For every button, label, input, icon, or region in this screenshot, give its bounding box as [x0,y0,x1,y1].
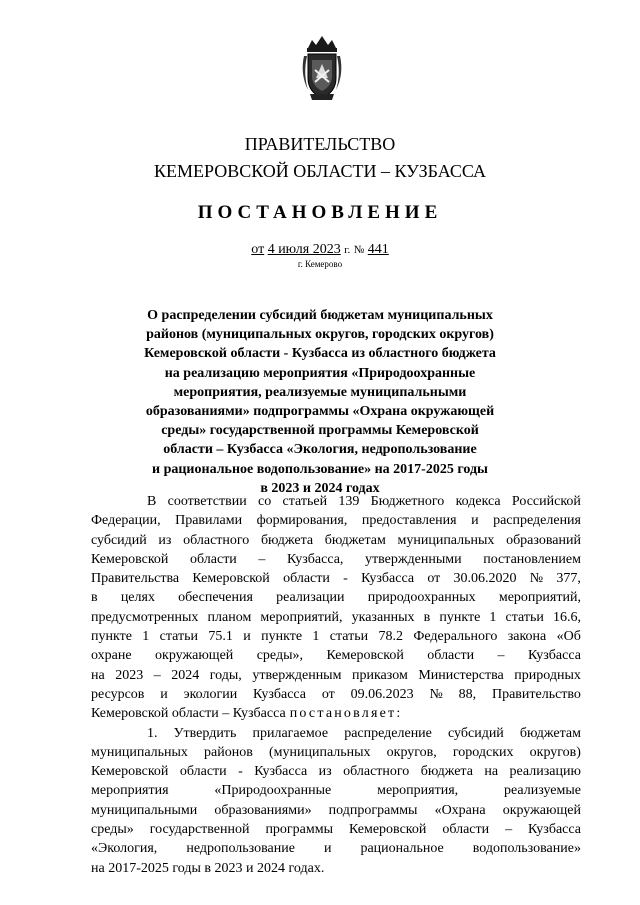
word: Кузбасса [361,571,415,587]
word: Кемеровской [348,822,427,838]
word: в [423,609,431,625]
paragraph-line [91,666,581,685]
word: 16.6, [552,609,581,625]
word: обеспечения [178,590,253,606]
word: 78.2 [378,629,403,645]
word: пункте [91,629,132,645]
word: от [427,571,441,587]
title-line: О распределении субсидий бюджетам муниципальных [147,308,493,323]
word: бюджета [420,764,473,780]
word: № [429,686,443,702]
word: водопользование» [472,841,581,857]
word: статьи [329,629,369,645]
word: окружающей [502,802,581,818]
word: 1 [489,609,497,625]
paragraph-line [91,646,581,665]
title-line: и рациональное водопользование» на 2017-2025 годы [152,461,488,477]
place-of-issue: г. Кемерово [297,259,343,269]
title-line: в 2023 и 2024 годах [260,480,380,496]
word: области [179,764,227,780]
word: реализации [276,590,345,606]
year-suffix: г. [344,244,351,256]
paragraph-line [91,531,581,550]
word: Кемеровской [91,764,169,780]
word: № [529,571,544,587]
word: Бюджетного [370,494,445,509]
word: в [91,590,98,606]
word: пункте [261,629,303,645]
word: В [147,494,157,509]
title-line: на реализацию мероприятия «Природоохранные [164,365,476,381]
word: окружающей [155,648,234,664]
word: округов) [529,744,581,760]
word: Кузбасса [528,822,581,838]
word: - [343,571,348,587]
word: Российской [511,494,581,509]
word: утвержденным [252,667,342,683]
word: Кемеровской [192,571,270,587]
word: статьи [505,609,544,625]
word: годы, [209,667,242,683]
word: реализацию [509,764,581,780]
word: Кузбасса [254,764,308,780]
paragraph-line [91,859,581,878]
word: рациональное [360,841,444,857]
word: области [442,822,490,838]
word: экологии [183,686,238,702]
word: от [321,686,335,702]
word: статьей [282,494,328,509]
word: области [190,551,237,567]
title-line: мероприятия, реализуемые муниципальными [173,384,467,400]
word: мероприятий, [260,609,343,625]
word: и [323,841,332,857]
word: указанных [351,609,415,625]
document-type-title: ПОСТАНОВЛЕНИЕ [197,202,443,223]
word: - [238,764,243,780]
word: кодекса [455,494,501,509]
paragraph-line [91,511,581,530]
word: муниципальных [91,744,188,760]
title-line: образованиями» подпрограммы «Охрана окружающей [145,404,495,420]
word: областного [343,764,410,780]
word: 139 [338,494,360,509]
paragraph-line [91,743,581,762]
word: городских [452,744,514,760]
title-line: Кемеровской области - Кузбасса из областного бюджета [144,346,496,362]
word: Кемеровской [91,551,169,567]
word: Кузбасса [527,648,581,664]
word: среды», [256,648,303,664]
word: «Природоохранные [214,783,332,799]
word: приказом [351,667,408,683]
word: закона [507,629,547,645]
word: – [505,822,513,838]
word: со [258,494,272,509]
word: 88, [458,686,477,702]
date-number-line [0,241,640,259]
paragraph-line [91,801,581,820]
word: соответствии [167,494,247,509]
word: Правительство [491,686,581,702]
date-prefix: от [251,242,265,257]
word: Министерства [418,667,504,683]
word: недропользование [186,841,295,857]
word: 75.1 [208,629,233,645]
word: среды» [91,822,134,838]
word: области [427,648,475,664]
paragraph-line [91,608,581,627]
word: 30.06.2020 [453,571,517,587]
word: мероприятий, [498,590,581,606]
paragraph-line [91,685,581,704]
word: округов, [386,744,437,760]
word: субсидий [91,532,147,548]
word: Правительства [91,571,180,587]
word: областного [183,532,250,548]
word: муниципальных [397,532,495,548]
word: «Экология, [91,841,158,857]
word: подпрограммы [328,802,418,818]
word: области [283,571,330,587]
word: Утвердить [173,725,237,741]
paragraph-line [91,820,581,839]
word: постановлением [483,551,581,567]
word: Кемеровской [326,648,404,664]
word: утвержденными [365,551,462,567]
paragraph-line [91,704,581,723]
word: и [160,686,168,702]
word: статьи [159,629,199,645]
paragraph-line [91,588,581,607]
paragraph-line [91,839,581,858]
paragraph-line [91,492,581,511]
paragraph-line [91,762,581,781]
word: – [153,667,161,683]
word: формирования, [256,513,348,529]
word: прилагаемое [252,725,329,741]
word: реализуемые [504,783,581,799]
decree-title [130,306,510,498]
word: муниципальными [91,802,198,818]
decree-body [91,492,581,878]
word: 2024 [171,667,200,683]
paragraph-line [91,550,581,569]
word: из [158,532,172,548]
word: государственной [149,822,250,838]
word: из [318,764,332,780]
word: программы [265,822,334,838]
word: 1. [147,725,158,741]
word: образований [506,532,581,548]
word: планом [207,609,252,625]
word: Кузбасса [253,686,307,702]
word: субсидий [448,725,504,741]
paragraph-preamble [91,492,581,704]
paragraph-line [91,781,581,800]
government-name-line2: КЕМЕРОВСКОЙ ОБЛАСТИ – КУЗБАССА [154,161,486,181]
word: распределения [493,513,581,529]
word: на [91,667,105,683]
coat-of-arms-icon [298,34,346,102]
word: бюджета [260,532,314,548]
line-prefix: Кемеровской области – Кузбасса [91,706,286,722]
word: – [258,551,266,567]
word: бюджетам [519,725,581,741]
word: 09.06.2023 [350,686,414,702]
line-text: на 2017-2025 годы в 2023 и 2024 годах. [91,860,325,876]
word: Кузбасса, [286,551,344,567]
word: распределение [344,725,432,741]
word: 1 [142,629,150,645]
word: целях [120,590,155,606]
title-line: среды» государственной программы Кемеровской [161,423,479,439]
word: 377, [556,571,581,587]
word: Федерации, [91,513,161,529]
word: 2023 [115,667,144,683]
word: образованиями» [214,802,312,818]
word: мероприятия [91,783,169,799]
word: предусмотренных [91,609,199,625]
document-date: 4 июля 2023 [267,242,341,257]
word: 1 [312,629,320,645]
title-line: районов (муниципальных округов, городских округов) [146,327,494,343]
word: мероприятия, [377,783,459,799]
word: Федерального [413,629,498,645]
word: пункте [439,609,481,625]
paragraph-item-1 [91,724,581,859]
word: районов [204,744,253,760]
document-number: 441 [367,242,389,257]
word: бюджетам [324,532,386,548]
word: и [471,513,479,529]
government-name-line1: ПРАВИТЕЛЬСТВО [244,134,396,154]
word: – [497,648,505,664]
paragraph-line [91,569,581,588]
word: «Об [556,629,581,645]
word: природных [514,667,581,683]
word: природоохранных [367,590,476,606]
paragraph-line [91,724,581,743]
word: «Охрана [434,802,486,818]
word: охране [91,648,132,664]
number-sign: № [353,244,365,256]
paragraph-line [91,627,581,646]
word: (муниципальных [268,744,371,760]
word: Правилами [175,513,243,529]
word: на [484,764,499,780]
word: и [243,629,251,645]
word: предоставления [361,513,457,529]
resolution-word: постановляет: [289,706,403,722]
word: ресурсов [91,686,145,702]
title-line: области – Кузбасса «Экология, недропользование [163,442,477,458]
